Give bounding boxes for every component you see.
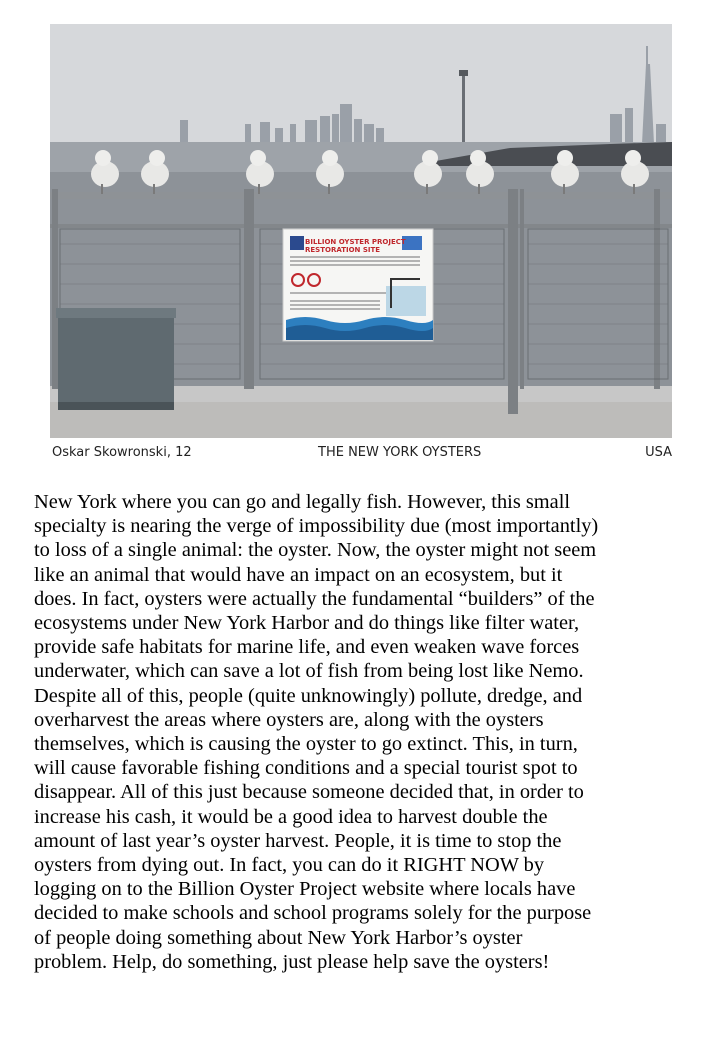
essay-line: provide safe habitats for marine life, and even weaken wave forces <box>34 636 580 659</box>
essay-line: decided to make schools and school programs solely for the purpose <box>34 902 592 925</box>
sign-title-line-2: RESTORATION SITE <box>305 246 381 254</box>
essay-line: does. In fact, oysters were actually the fundamental “builders” of the <box>34 587 595 610</box>
essay-line: amount of last year’s oyster harvest. People, it is time to stop the <box>34 829 562 852</box>
essay-line: of people doing something about New York Harbor’s oyster <box>34 926 523 949</box>
caption-author: Oskar Skowronski, 12 <box>52 445 192 460</box>
harbor-photo <box>50 24 672 438</box>
essay-body <box>34 490 706 974</box>
caption-title: THE NEW YORK OYSTERS <box>318 445 482 460</box>
sign-title-line-1: BILLION OYSTER PROJECT <box>305 238 406 246</box>
photo-caption <box>52 445 672 465</box>
essay-line: ecosystems under New York Harbor and do things like filter water, <box>34 612 580 635</box>
essay-line: themselves, which is causing the oyster to go extinct. This, in turn, <box>34 733 578 756</box>
essay-line: overharvest the areas where oysters are, along with the oysters <box>34 708 544 731</box>
essay-line: New York where you can go and legally fish. However, this small <box>34 491 571 513</box>
essay-line: like an animal that would have an impact on an ecosystem, but it <box>34 563 563 586</box>
caption-country: USA <box>645 445 672 460</box>
essay-line: oysters from dying out. In fact, you can do it RIGHT NOW by <box>34 854 545 877</box>
essay-line: will cause favorable fishing conditions and a special tourist spot to <box>34 757 578 780</box>
utility-box <box>56 308 176 410</box>
essay-line: disappear. All of this just because someone decided that, in order to <box>34 781 584 804</box>
essay-line: to loss of a single animal: the oyster. Now, the oyster might not seem <box>34 539 597 562</box>
harbor-photo-illustration <box>50 24 672 438</box>
essay-line: logging on to the Billion Oyster Project website where locals have <box>34 878 576 901</box>
essay-line: increase his cash, it would be a good idea to harvest double the <box>34 805 548 828</box>
sign-title <box>305 238 415 254</box>
essay-line: specialty is nearing the verge of impossibility due (most importantly) <box>34 515 599 538</box>
essay-line: underwater, which can save a lot of fish from being lost like Nemo. <box>34 660 584 683</box>
essay-line: Despite all of this, people (quite unknowingly) pollute, dredge, and <box>34 684 583 707</box>
essay-line: problem. Help, do something, just please help save the oysters! <box>34 950 550 973</box>
